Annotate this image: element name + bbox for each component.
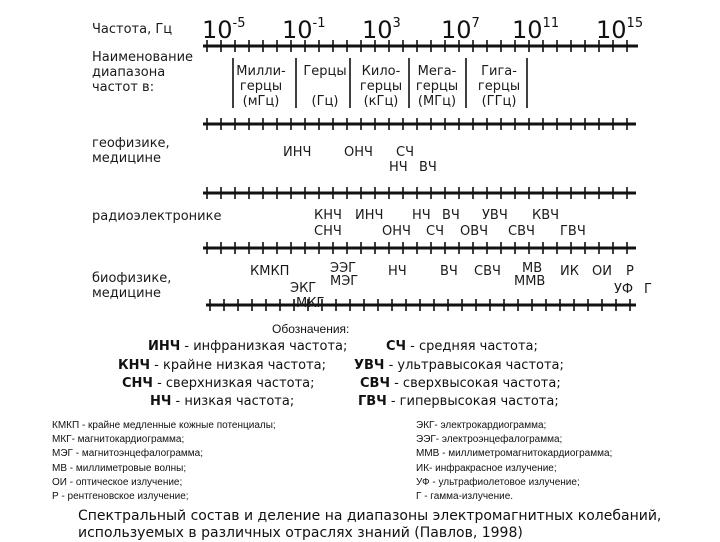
radio-label: радиоэлектронике xyxy=(92,209,222,224)
radio-band: ВЧ xyxy=(442,208,460,223)
bio-band: ЭКГ xyxy=(290,281,317,296)
bio-band: МКГ xyxy=(296,296,325,311)
bio-band: Р xyxy=(626,264,634,279)
geo-label-line1: геофизике, xyxy=(92,136,170,151)
legend-item-right: СВЧ - сверхвысокая частота; xyxy=(360,376,561,391)
unit-megahertz: Мега- герцы (МГц) xyxy=(415,64,459,109)
radio-band: ОВЧ xyxy=(460,224,489,239)
radio-band: СЧ xyxy=(426,224,444,239)
legend-title: Обозначения: xyxy=(272,322,350,336)
note: ЭКГ- электрокардиограмма; xyxy=(416,420,547,431)
radio-axis-lower xyxy=(203,242,636,254)
freq-axis-label: Частота, Гц xyxy=(92,22,173,37)
bio-label-line2: медицине xyxy=(92,286,162,301)
radio-band: КНЧ xyxy=(314,208,342,223)
geo-band: ИНЧ xyxy=(283,145,312,160)
notes-left xyxy=(52,419,276,504)
geo-label-line2: медицине xyxy=(92,151,162,166)
note: ММВ - миллиметромагнитокардиограмма; xyxy=(416,448,613,460)
caption-line1: Спектральный состав и деление на диапазоны электромагнитных колебаний, xyxy=(78,508,662,524)
freq-tick-label: $10^3$ xyxy=(362,16,401,44)
radio-band: УВЧ xyxy=(482,208,508,223)
bio-band: СВЧ xyxy=(474,264,501,279)
freq-tick-label: $10^{15}$ xyxy=(596,16,644,44)
unit-hertz: Герцы (Гц) xyxy=(303,64,347,109)
radio-band: ИНЧ xyxy=(355,208,384,223)
bio-band: УФ xyxy=(614,282,634,297)
note: ЭЭГ- электроэнцефалограмма; xyxy=(416,434,563,446)
radio-axis xyxy=(203,187,636,199)
bio-band: МВ xyxy=(522,261,543,276)
bio-band: КМКП xyxy=(250,264,290,279)
radio-band: НЧ xyxy=(412,208,431,223)
freq-tick-label: $10^{-1}$ xyxy=(282,16,326,44)
notes-right xyxy=(416,419,612,504)
geo-band: ОНЧ xyxy=(344,145,373,160)
note: МВ - миллиметровые волны; xyxy=(52,462,187,474)
note: УФ - ультрафиолетовое излучение; xyxy=(416,476,580,488)
unit-kilohertz: Кило- герцы (кГц) xyxy=(359,64,403,109)
range-label-line1: Наименование xyxy=(92,50,194,65)
legend-item-left: СНЧ - сверхнизкая частота; xyxy=(122,376,315,391)
geo-axis xyxy=(203,118,636,130)
note: Г - гамма-излучение. xyxy=(416,491,514,503)
legend-item-left: НЧ - низкая частота; xyxy=(150,394,295,409)
note: ОИ - оптическое излучение; xyxy=(52,476,183,488)
note: Р - рентгеновское излучение; xyxy=(52,491,189,503)
note: КМКП - крайне медленные кожные потенциалы; xyxy=(52,420,276,431)
caption-line2: используемых в различных отраслях знаний (Павлов, 1998) xyxy=(78,525,523,541)
geo-band: ВЧ xyxy=(419,160,437,175)
bio-band: ВЧ xyxy=(440,264,458,279)
freq-tick-label: $10^{11}$ xyxy=(512,16,560,44)
range-label-line2: диапазона xyxy=(92,65,166,80)
bio-band: Г xyxy=(644,282,652,297)
range-label-line3: частот в: xyxy=(92,80,155,95)
bio-band: ИК xyxy=(560,264,579,279)
bio-axis xyxy=(206,299,636,311)
bio-band: ЭЭГ xyxy=(330,261,357,276)
legend-item-right: УВЧ - ультравысокая частота; xyxy=(354,358,564,373)
bio-band: МЭГ xyxy=(330,274,359,289)
bio-band: НЧ xyxy=(388,264,407,279)
freq-tick-label: $10^7$ xyxy=(441,16,480,44)
freq-tick-label: $10^{-5}$ xyxy=(202,16,246,44)
legend-item-right: СЧ - средняя частота; xyxy=(386,339,538,354)
bio-band: ОИ xyxy=(592,264,612,279)
radio-band: СНЧ xyxy=(314,224,342,239)
legend-item-left: ИНЧ - инфранизкая частота; xyxy=(148,339,348,354)
radio-band: ОНЧ xyxy=(382,224,411,239)
note: МЭГ - магнитоэнцефалограмма; xyxy=(52,448,204,460)
unit-gigahertz: Гига- герцы (ГГц) xyxy=(477,64,521,109)
range-axis xyxy=(203,40,638,52)
legend-item-left: КНЧ - крайне низкая частота; xyxy=(118,358,326,373)
legend-item-right: ГВЧ - гипервысокая частота; xyxy=(358,394,559,409)
geo-band: СЧ xyxy=(396,145,414,160)
note: МКГ- магнитокардиограмма; xyxy=(52,434,185,446)
bio-band: ММВ xyxy=(514,274,546,289)
radio-band: КВЧ xyxy=(532,208,560,223)
geo-band: НЧ xyxy=(389,160,408,175)
bio-label-line1: биофизике, xyxy=(92,271,172,286)
radio-band: СВЧ xyxy=(508,224,535,239)
note: ИК- инфракрасное излучение; xyxy=(416,462,557,474)
unit-millihertz: Милли- герцы (мГц) xyxy=(236,64,286,109)
radio-band: ГВЧ xyxy=(560,224,586,239)
